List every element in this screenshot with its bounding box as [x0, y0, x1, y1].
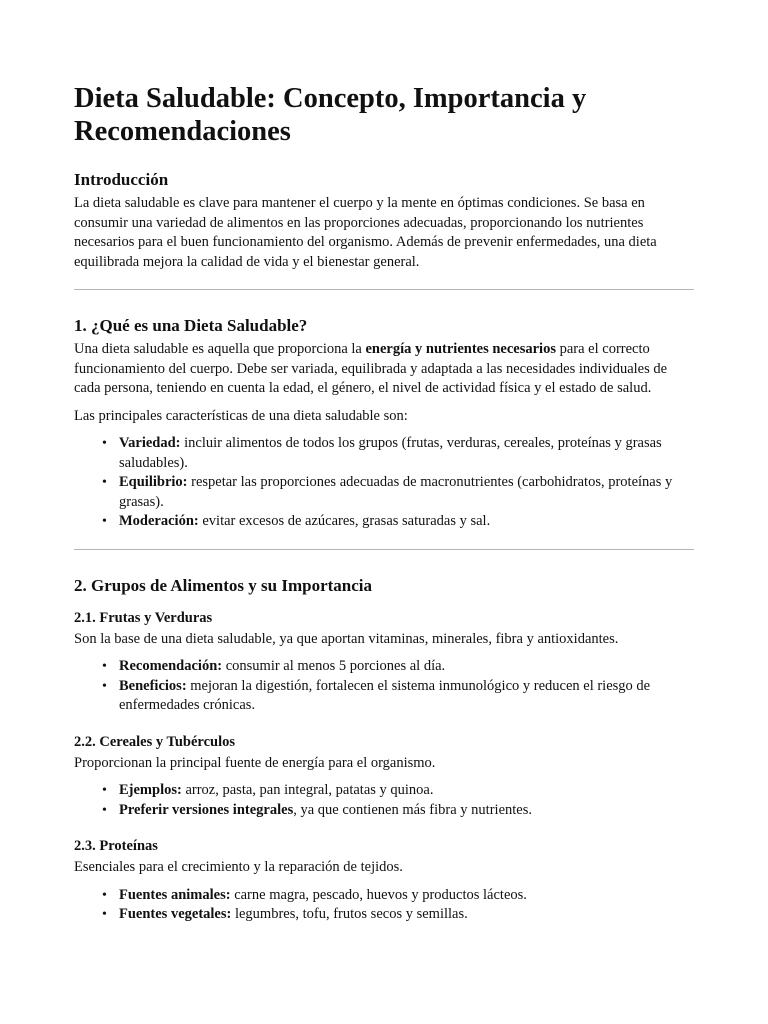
subsection-2-3-list: [74, 886, 694, 925]
list-item-bold: Beneficios:: [119, 677, 187, 694]
subsection-2-2: [74, 733, 694, 821]
subsection-2-1-heading: 2.1. Frutas y Verduras: [74, 609, 213, 626]
divider-1: [74, 289, 694, 290]
list-item-bold: Fuentes vegetales:: [119, 906, 232, 922]
list-item-text: carne magra, pescado, huevos y productos lácteos.: [230, 886, 527, 903]
bullet-icon: •: [102, 659, 107, 674]
list-item-text: mejoran la digestión, fortalecen el sistema inmunológico y reducen el riesgo de enfermedades crónicas.: [119, 677, 651, 713]
bullet-icon: •: [102, 887, 107, 903]
list-item-bold: Ejemplos:: [119, 782, 182, 798]
bullet-icon: •: [102, 475, 107, 490]
section-1-p1-after: para el correcto funcionamiento del cuerpo. Debe ser variada, equilibrada y adaptada a las necesidades individuales de cada persona, teniendo en cuenta la edad, el género, el nivel de actividad física y el estado de salud.: [74, 341, 668, 396]
bullet-icon: •: [102, 514, 107, 529]
subsection-2-3-paragraph: Esenciales para el crecimiento y la reparación de tejidos.: [74, 859, 403, 875]
subsection-2-2-heading: 2.2. Cereales y Tubérculos: [74, 733, 235, 750]
bullet-icon: •: [102, 783, 107, 798]
list-item-text: consumir al menos 5 porciones al día.: [222, 658, 446, 674]
section-1-paragraph-2: Las principales características de una dieta saludable son:: [74, 407, 408, 424]
list-item: [102, 886, 694, 906]
list-item-bold: Preferir versiones integrales: [119, 801, 294, 818]
subsection-2-3-heading: 2.3. Proteínas: [74, 838, 158, 854]
list-item-text: , ya que contienen más fibra y nutrientes.: [293, 801, 532, 818]
list-item: [102, 905, 694, 925]
list-item: [102, 473, 694, 512]
list-item-text: arroz, pasta, pan integral, patatas y quinoa.: [181, 782, 434, 798]
document-title: Dieta Saludable: Concepto, Importancia y Recomendaciones: [74, 83, 587, 147]
list-item-bold: Variedad:: [119, 435, 181, 451]
section-2-heading: 2. Grupos de Alimentos y su Importancia: [74, 575, 372, 595]
list-item-bold: Recomendación:: [119, 658, 223, 674]
list-item: [102, 801, 694, 821]
section-1-p1-bold: energía y nutrientes necesarios: [365, 341, 556, 357]
list-item-bold: Equilibrio:: [119, 474, 188, 490]
intro-section: [74, 170, 694, 272]
subsection-2-1-list: [74, 657, 694, 716]
intro-heading: Introducción: [74, 170, 169, 189]
subsection-2-2-list: [74, 781, 694, 820]
list-item-text: respetar las proporciones adecuadas de macronutrientes (carbohidratos, proteínas y grasas).: [119, 474, 673, 510]
subsection-2-2-paragraph: Proporcionan la principal fuente de energía para el organismo.: [74, 754, 436, 771]
divider-2: [74, 549, 694, 550]
list-item: [102, 434, 694, 473]
list-item-text: evitar excesos de azúcares, grasas saturadas y sal.: [198, 513, 491, 529]
section-1-paragraph-1: [74, 340, 694, 399]
bullet-icon: •: [102, 907, 107, 922]
intro-paragraph: La dieta saludable es clave para mantener el cuerpo y la mente en óptimas condiciones. Se basa en consumir una variedad de alimentos en las proporciones adecuadas, proporcionando los nutrientes necesarios para el buen funcionamiento del organismo. Además de prevenir enfermedades, una dieta equilibrada mejora la calidad de vida y el bienestar general.: [74, 195, 657, 270]
list-item-bold: Moderación:: [119, 513, 199, 529]
bullet-icon: •: [102, 678, 107, 694]
bullet-icon: •: [102, 436, 107, 451]
list-item: [102, 512, 694, 532]
section-1-heading: 1. ¿Qué es una Dieta Saludable?: [74, 316, 308, 335]
section-1-p1-before: Una dieta saludable es aquella que proporciona la: [74, 341, 366, 357]
list-item-bold: Fuentes animales:: [119, 886, 231, 903]
list-item: [102, 657, 694, 677]
subsection-2-1: [74, 609, 694, 716]
list-item: [102, 781, 694, 801]
list-item-text: legumbres, tofu, frutos secos y semillas.: [231, 906, 468, 922]
subsection-2-3: [74, 837, 694, 925]
section-2: [74, 576, 694, 925]
section-1-list: [74, 434, 694, 532]
section-1: [74, 316, 694, 532]
bullet-icon: •: [102, 802, 107, 818]
list-item: [102, 677, 694, 716]
list-item-text: incluir alimentos de todos los grupos (frutas, verduras, cereales, proteínas y grasas saludables).: [119, 435, 662, 471]
subsection-2-1-paragraph: Son la base de una dieta saludable, ya que aportan vitaminas, minerales, fibra y antioxidantes.: [74, 630, 619, 647]
